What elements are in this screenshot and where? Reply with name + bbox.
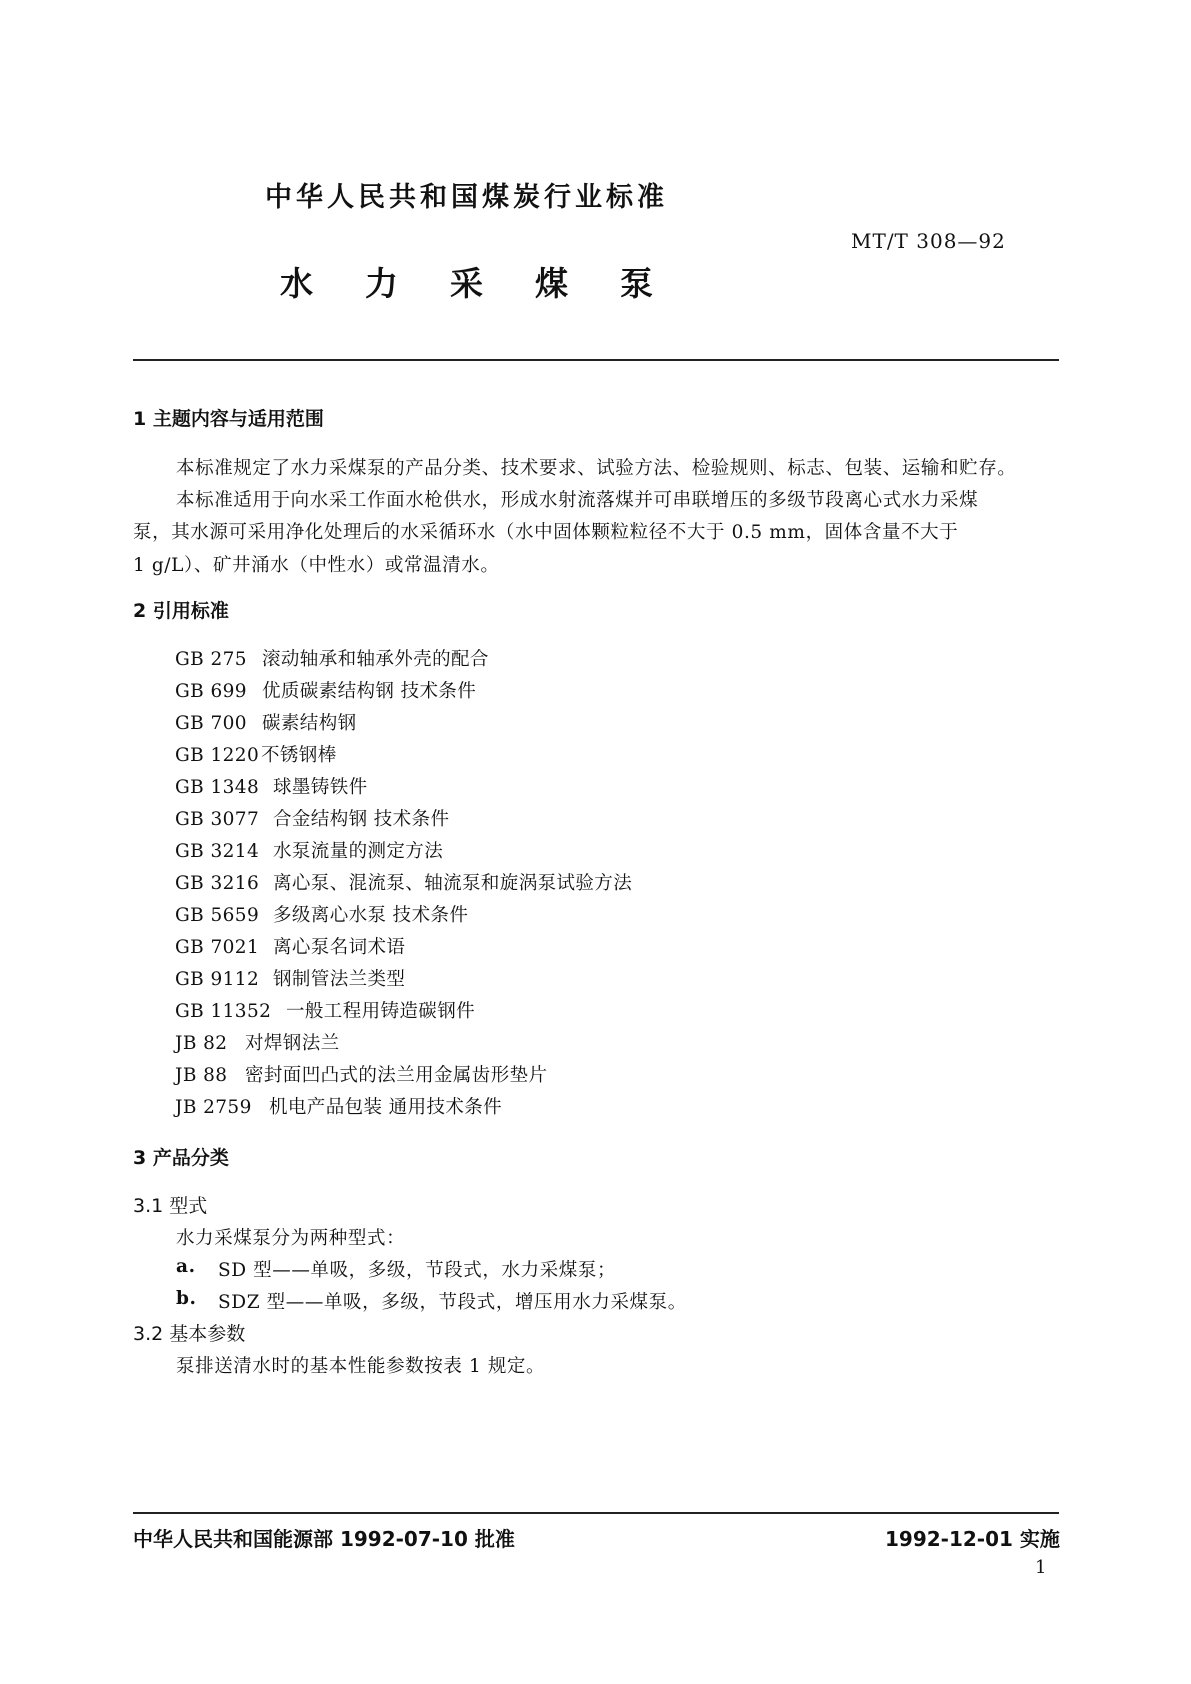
document-code: MT/T 308—92 [851, 229, 1006, 253]
reference-item: GB 3216 离心泵、混流泵、轴流泵和旋涡泵试验方法 [175, 873, 633, 894]
item-a-text: SD 型——单吸，多级，节段式，水力采煤泵； [218, 1260, 617, 1281]
page-number: 1 [1035, 1557, 1047, 1578]
section-1-para-2-line-2: 泵，其水源可采用净化处理后的水采循环水（水中固体颗粒粒径不大于 0.5 mm，固体含量不大于 [133, 522, 959, 543]
effective-date: 1992-12-01 实施 [885, 1527, 1060, 1551]
reference-item: GB 5659 多级离心水泵 技术条件 [175, 905, 469, 926]
section-1-heading: 1 主题内容与适用范围 [133, 408, 324, 430]
section-3-1-intro: 水力采煤泵分为两种型式： [176, 1228, 406, 1249]
reference-item: JB 82 对焊钢法兰 [175, 1033, 340, 1054]
reference-item: GB 3214 水泵流量的测定方法 [175, 841, 444, 862]
standard-category-title: 中华人民共和国煤炭行业标准 [265, 182, 668, 213]
section-3-2-text: 泵排送清水时的基本性能参数按表 1 规定。 [176, 1356, 546, 1377]
section-1-para-1: 本标准规定了水力采煤泵的产品分类、技术要求、试验方法、检验规则、标志、包装、运输和贮存。 [176, 458, 1017, 479]
reference-item: GB 7021 离心泵名词术语 [175, 937, 406, 958]
reference-item: GB 11352 一般工程用铸造碳钢件 [175, 1001, 476, 1022]
reference-item: GB 699 优质碳素结构钢 技术条件 [175, 681, 477, 702]
reference-item: GB 9112 钢制管法兰类型 [175, 969, 406, 990]
approval-line: 中华人民共和国能源部 1992-07-10 批准 [133, 1527, 515, 1551]
footer-divider [133, 1512, 1059, 1514]
section-2-heading: 2 引用标准 [133, 600, 229, 622]
reference-item: GB 1220 不锈钢棒 [175, 745, 337, 766]
header-divider [133, 359, 1059, 361]
item-a-label: a. [176, 1256, 196, 1277]
section-1-para-2-line-1: 本标准适用于向水采工作面水枪供水，形成水射流落煤并可串联增压的多级节段离心式水力采煤 [176, 490, 979, 511]
reference-item: JB 88 密封面凹凸式的法兰用金属齿形垫片 [175, 1065, 548, 1086]
section-3-heading: 3 产品分类 [133, 1147, 229, 1169]
reference-item: GB 275 滚动轴承和轴承外壳的配合 [175, 649, 489, 670]
reference-item: GB 700 碳素结构钢 [175, 713, 357, 734]
reference-item: GB 1348 球墨铸铁件 [175, 777, 368, 798]
section-3-1-heading: 3.1 型式 [133, 1195, 208, 1217]
reference-item: JB 2759 机电产品包装 通用技术条件 [175, 1097, 503, 1118]
section-1-para-2-line-3: 1 g/L）、矿井涌水（中性水）或常温清水。 [133, 555, 500, 576]
section-3-2-heading: 3.2 基本参数 [133, 1323, 246, 1345]
document-title: 水力采煤泵 [280, 264, 705, 303]
item-b-text: SDZ 型——单吸，多级，节段式，增压用水力采煤泵。 [218, 1292, 687, 1313]
item-b-label: b. [176, 1288, 197, 1309]
reference-item: GB 3077 合金结构钢 技术条件 [175, 809, 450, 830]
